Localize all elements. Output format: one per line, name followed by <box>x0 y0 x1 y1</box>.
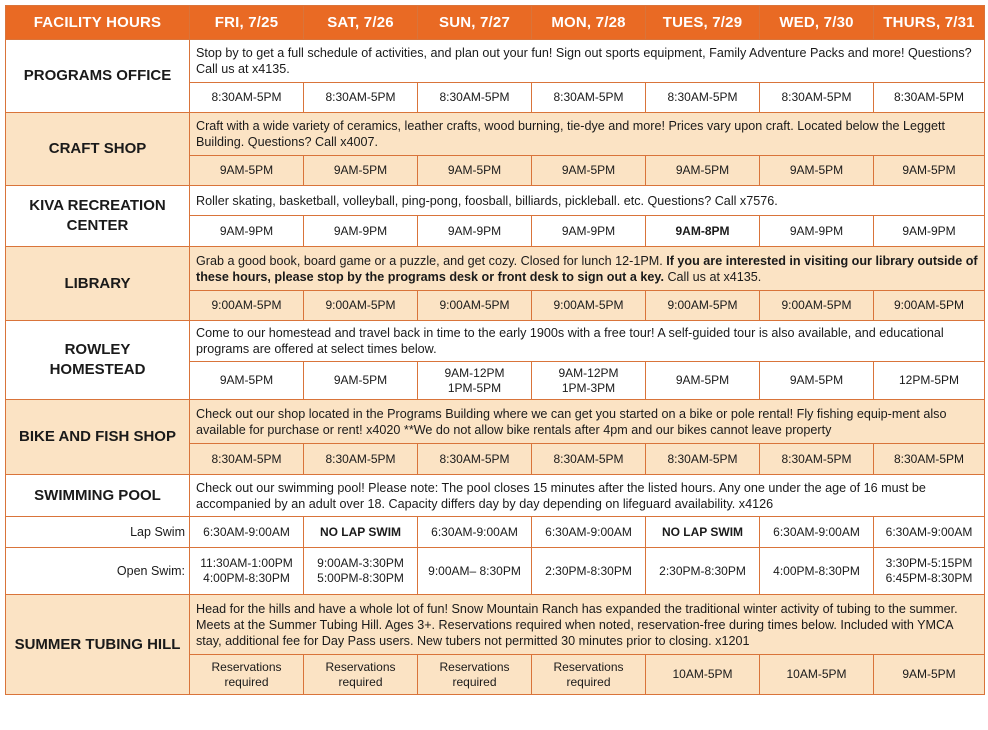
hours-cell: 8:30AM-5PM <box>874 83 985 113</box>
hours-cell: 6:30AM-9:00AM <box>532 517 646 548</box>
hours-cell: 6:30AM-9:00AM <box>190 517 304 548</box>
hours-line: required <box>452 674 497 689</box>
hours-line: 1PM-3PM <box>561 380 616 395</box>
description-emphasis: If you are interested in visiting our library outside of these hours, please stop by the programs desk or front desk to sign out a key. <box>196 253 978 284</box>
hours-cell: 9:00AM-5PM <box>190 291 304 321</box>
description-text: Grab a good book, board game or a puzzle, and get cozy. Closed for lunch 12-1PM. <box>196 253 663 268</box>
hours-cell: 9AM-5PM <box>190 362 304 400</box>
hours-cell: 8:30AM-5PM <box>760 444 874 475</box>
hours-cell: 9AM-5PM <box>874 655 985 695</box>
hours-cell <box>418 655 532 695</box>
facility-name: PROGRAMS OFFICE <box>6 40 190 113</box>
hours-cell: 9:00AM-5PM <box>760 291 874 321</box>
hours-cell: 9AM-5PM <box>304 156 418 186</box>
day-header: SAT, 7/26 <box>304 6 418 40</box>
hours-cell <box>532 655 646 695</box>
hours-cell: 9:00AM-5PM <box>304 291 418 321</box>
hours-cell: 8:30AM-5PM <box>760 83 874 113</box>
facility-description: Stop by to get a full schedule of activities, and plan out your fun! Sign out sports equipment, Family Adventure Packs and more! Questions? Call us at x4135. <box>190 40 985 83</box>
hours-line: 9AM-12PM <box>558 365 619 380</box>
hours-cell <box>190 655 304 695</box>
hours-cell <box>304 655 418 695</box>
hours-cell: 9AM-5PM <box>646 362 760 400</box>
facility-name-line: ROWLEY <box>64 341 131 358</box>
hours-cell: 4:00PM-8:30PM <box>760 548 874 595</box>
hours-cell: 8:30AM-5PM <box>190 444 304 475</box>
hours-cell: NO LAP SWIM <box>304 517 418 548</box>
description-text: Call us at x4135. <box>667 269 762 284</box>
hours-cell: 9:00AM-5PM <box>874 291 985 321</box>
facility-name <box>6 186 190 247</box>
pool-open-row <box>6 548 985 595</box>
hours-line: 1PM-5PM <box>447 380 502 395</box>
hours-cell: 6:30AM-9:00AM <box>418 517 532 548</box>
kiva-desc-row <box>6 186 985 216</box>
hours-line: 11:30AM-1:00PM <box>200 556 293 570</box>
hours-cell: 9AM-5PM <box>874 156 985 186</box>
hours-cell: 9AM-9PM <box>304 216 418 247</box>
hours-cell: 9AM-9PM <box>760 216 874 247</box>
hours-cell: 2:30PM-8:30PM <box>532 548 646 595</box>
hours-cell: 8:30AM-5PM <box>190 83 304 113</box>
hours-cell: 9AM-5PM <box>646 156 760 186</box>
hours-cell: 9AM-9PM <box>418 216 532 247</box>
facility-description: Head for the hills and have a whole lot of fun! Snow Mountain Ranch has expanded the traditional winter activity of tubing to the summer. Meets at the Summer Tubing Hill. Ages 3+. Reservations required when noted, reservation-free during times below. Included with YMCA stay, additional fee for Day Pass users. New tubers not permitted 30 minutes prior to closing. x1201 <box>190 595 985 655</box>
facility-description: Come to our homestead and travel back in time to the early 1900s with a free tour! A self-guided tour is also available, and educational programs are offered at select times below. <box>190 321 985 362</box>
facility-name: SUMMER TUBING HILL <box>6 595 190 695</box>
hours-line: 4:00PM-8:30PM <box>203 571 290 585</box>
facility-name <box>6 321 190 400</box>
hours-cell: 9AM-9PM <box>532 216 646 247</box>
day-header: SUN, 7/27 <box>418 6 532 40</box>
day-header: MON, 7/28 <box>532 6 646 40</box>
hours-line: Reservations <box>211 659 282 674</box>
hours-cell: 9AM-9PM <box>874 216 985 247</box>
hours-line: 9AM-12PM <box>444 365 505 380</box>
facility-name: SWIMMING POOL <box>6 475 190 517</box>
craft-desc-row <box>6 113 985 156</box>
hours-cell: 9:00AM-5PM <box>532 291 646 321</box>
facility-description: Check out our shop located in the Programs Building where we can get you started on a bike or pole rental! Fly fishing equip-ment also available for purchase or rent! x4020 **We do not allow bike rentals after 4pm and our bikes cannot leave property <box>190 400 985 444</box>
hours-cell: 8:30AM-5PM <box>532 444 646 475</box>
hours-cell: 8:30AM-5PM <box>646 83 760 113</box>
hours-cell: 9AM-5PM <box>760 362 874 400</box>
facility-name-line: HOMESTEAD <box>49 361 146 378</box>
hours-line: Reservations <box>553 659 624 674</box>
hours-cell: 2:30PM-8:30PM <box>646 548 760 595</box>
hours-cell: 9AM-5PM <box>190 156 304 186</box>
hours-cell: 9AM-8PM <box>646 216 760 247</box>
hours-cell: 8:30AM-5PM <box>532 83 646 113</box>
library-desc-row <box>6 247 985 291</box>
hours-cell: NO LAP SWIM <box>646 517 760 548</box>
programs-desc-row <box>6 40 985 83</box>
hours-cell: 9:00AM– 8:30PM <box>418 548 532 595</box>
hours-line: required <box>338 674 383 689</box>
hours-cell: 8:30AM-5PM <box>304 83 418 113</box>
hours-cell: 9AM-5PM <box>532 156 646 186</box>
hours-cell: 9AM-5PM <box>304 362 418 400</box>
hours-cell: 9AM-5PM <box>760 156 874 186</box>
tubing-desc-row <box>6 595 985 655</box>
hours-cell: 8:30AM-5PM <box>304 444 418 475</box>
day-header: WED, 7/30 <box>760 6 874 40</box>
hours-cell: 9:00AM-5PM <box>418 291 532 321</box>
hours-line: 6:45PM-8:30PM <box>885 571 973 585</box>
hours-line: required <box>566 674 611 689</box>
hours-cell <box>418 362 532 400</box>
day-header: THURS, 7/31 <box>874 6 985 40</box>
hours-cell: 12PM-5PM <box>874 362 985 400</box>
open-swim-label: Open Swim: <box>6 548 190 595</box>
facility-hours-table <box>5 5 985 695</box>
header-row <box>6 6 985 40</box>
hours-cell: 6:30AM-9:00AM <box>760 517 874 548</box>
pool-desc-row <box>6 475 985 517</box>
facility-description: Check out our swimming pool! Please note: The pool closes 15 minutes after the listed hours. Any one under the age of 16 must be accompanied by an adult over 18. Capacity differs day by day depending on lifeguard availability. x4126 <box>190 475 985 517</box>
hours-cell: 8:30AM-5PM <box>418 83 532 113</box>
hours-line: required <box>224 674 269 689</box>
hours-cell <box>874 548 985 595</box>
hours-line: Reservations <box>325 659 396 674</box>
facility-name: BIKE AND FISH SHOP <box>6 400 190 475</box>
hours-line: Reservations <box>439 659 510 674</box>
hours-cell: 10AM-5PM <box>646 655 760 695</box>
hours-cell: 6:30AM-9:00AM <box>874 517 985 548</box>
hours-cell: 8:30AM-5PM <box>646 444 760 475</box>
hours-cell <box>532 362 646 400</box>
facility-description: Roller skating, basketball, volleyball, ping-pong, foosball, billiards, pickleball. etc. Questions? Call x7576. <box>190 186 985 216</box>
hours-cell <box>190 548 304 595</box>
hours-cell: 9:00AM-5PM <box>646 291 760 321</box>
rowley-desc-row <box>6 321 985 362</box>
hours-line: 5:00PM-8:30PM <box>317 571 404 585</box>
hours-cell <box>304 548 418 595</box>
facility-name-line: CENTER <box>66 217 129 234</box>
hours-line: 9:00AM-3:30PM <box>317 556 404 570</box>
facility-name-line: KIVA RECREATION <box>29 197 166 214</box>
facility-description <box>190 247 985 291</box>
day-header: FRI, 7/25 <box>190 6 304 40</box>
lap-swim-label: Lap Swim <box>6 517 190 548</box>
facility-name: LIBRARY <box>6 247 190 321</box>
bike-desc-row <box>6 400 985 444</box>
hours-cell: 9AM-9PM <box>190 216 304 247</box>
hours-line: 3:30PM-5:15PM <box>885 556 973 570</box>
facility-name: CRAFT SHOP <box>6 113 190 186</box>
day-header: TUES, 7/29 <box>646 6 760 40</box>
hours-cell: 8:30AM-5PM <box>874 444 985 475</box>
facility-hours-heading: FACILITY HOURS <box>6 6 190 40</box>
facility-description: Craft with a wide variety of ceramics, leather crafts, wood burning, tie-dye and more! Prices vary upon craft. Located below the Leggett Building. Questions? Call x4007. <box>190 113 985 156</box>
hours-cell: 9AM-5PM <box>418 156 532 186</box>
pool-lap-row <box>6 517 985 548</box>
hours-cell: 10AM-5PM <box>760 655 874 695</box>
hours-cell: 8:30AM-5PM <box>418 444 532 475</box>
